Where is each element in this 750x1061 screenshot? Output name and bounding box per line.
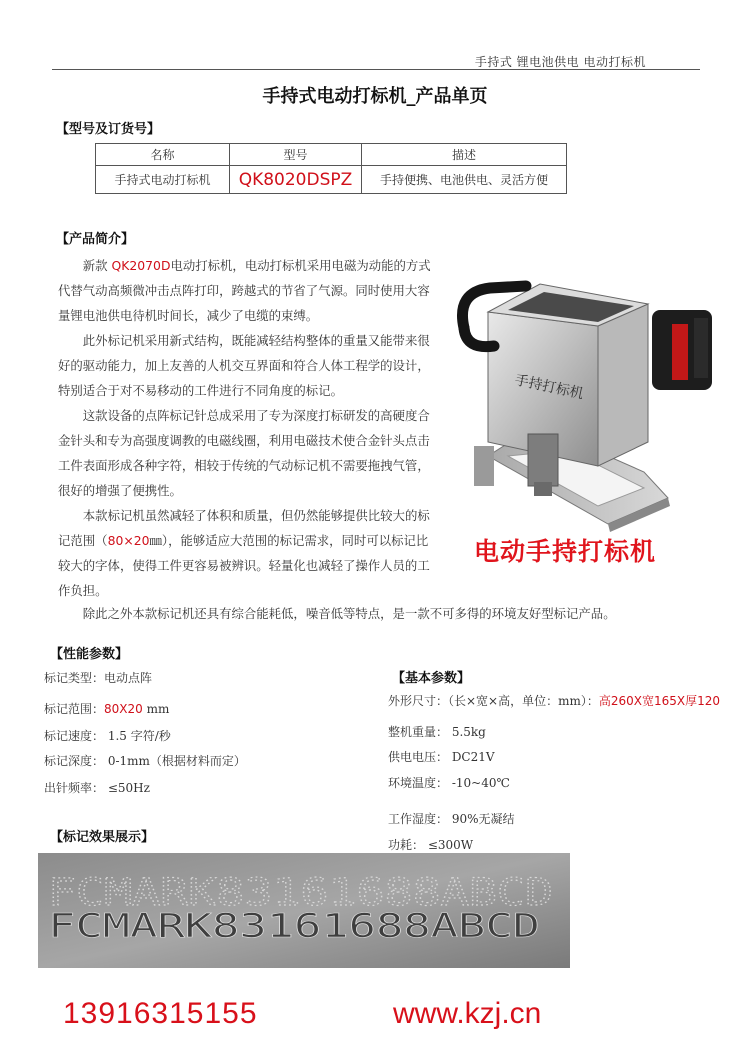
machine-body-label: 手持打标机 — [513, 372, 585, 403]
param-frequency: 出针频率： ≤50Hz — [44, 781, 150, 795]
order-table — [95, 143, 567, 194]
param-size-label: 外形尺寸：（长×宽×高，单位：mm）： — [388, 694, 599, 708]
intro-paragraph-5: 除此之外本款标记机还具有综合能耗低，噪音低等特点，是一款不可多得的环境友好型标记产品。 — [82, 606, 616, 621]
intro-paragraph-2: 此外标记机采用新式结构，既能减轻结构整体的重量又能带来很好的驱动能力，加上友善的人机交互界面和符合人体工程学的设计，特别适合于对不易移动的工件进行不同角度的标记。 — [58, 333, 430, 398]
param-type-label: 标记类型： — [44, 671, 105, 685]
param-power: 功耗： ≤300W — [388, 838, 474, 852]
intro-model-highlight: QK2070D — [111, 258, 171, 273]
marking-sample-photo — [38, 853, 570, 968]
param-range-unit: mm — [142, 702, 170, 716]
order-table-header-desc: 描述 — [362, 144, 567, 166]
param-weight: 整机重量： 5.5kg — [388, 725, 486, 739]
param-type — [44, 669, 152, 686]
order-table-header-row — [96, 144, 567, 166]
param-speed: 标记速度： 1.5 字符/秒 — [44, 729, 171, 743]
param-humidity: 工作湿度： 90%无凝结 — [388, 812, 515, 826]
param-range-value: 80X20 — [104, 702, 143, 716]
param-size-value: 高260X宽165X厚120 — [598, 694, 721, 708]
param-size — [388, 692, 720, 709]
intro-p1-rest: 电动打标机，电动打标机采用电磁为动能的方式代替气动高频微冲击点阵打印，跨越式的节省了气源。同时使用大容量锂电池供电待机时间长，减少了电缆的束缚。 — [58, 258, 431, 323]
intro-paragraph-1 — [58, 253, 432, 328]
param-temperature: 环境温度： -10~40℃ — [388, 776, 510, 790]
intro-text — [58, 253, 432, 603]
order-table-row — [96, 166, 567, 194]
param-depth: 标记深度： 0-1mm（根据材料而定） — [44, 754, 246, 768]
intro-p4-prefix: 本款标记机虽然减轻了体积和质量，但仍然能够提供比较大的标记范围（ — [58, 508, 430, 548]
param-voltage: 供电电压： DC21V — [388, 750, 495, 764]
param-type-value: 电动点阵 — [104, 671, 153, 685]
order-table-cell-name: 手持式电动打标机 — [96, 166, 230, 194]
section-heading-order: 【型号及订货号】 — [56, 122, 161, 137]
contact-website[interactable]: www.kzj.cn — [393, 997, 542, 1030]
intro-paragraph-4 — [58, 503, 432, 603]
intro-range-highlight: 80×20 — [107, 533, 150, 548]
intro-p4-rest: ，能够适应大范围的标记需求，同时可以标记比较大的字体，使得工件更容易被辨识。轻量化也减轻了操作人员的工作负担。 — [58, 533, 430, 598]
section-heading-performance: 【性能参数】 — [50, 647, 129, 662]
order-table-header-model: 型号 — [230, 144, 362, 166]
intro-paragraph-3: 这款设备的点阵标记针总成采用了专为深度打标研发的高硬度合金针头和专为高强度调教的电磁线圈，利用电磁技术使合金针头点击工件表面形成各种字符，相较于传统的气动标记机不需要拖拽气管，很好的增强了便携性。 — [58, 408, 430, 498]
order-table-header-name: 名称 — [96, 144, 230, 166]
intro-p4-unit: ㎜ — [149, 533, 162, 548]
order-table-cell-desc: 手持便携、电池供电、灵活方便 — [362, 166, 567, 194]
order-table-cell-model: QK8020DSPZ — [230, 166, 362, 194]
section-heading-basic: 【基本参数】 — [392, 671, 471, 686]
sample-line-1: FCMARK83161688ABCD — [48, 871, 553, 914]
sample-line-2: FCMARK83161688ABCD — [48, 906, 540, 945]
intro-p4-close: ） — [161, 533, 169, 548]
section-heading-effect: 【标记效果展示】 — [50, 830, 155, 845]
header-divider — [52, 69, 700, 70]
header-tagline: 手持式 锂电池供电 电动打标机 — [474, 55, 646, 69]
section-heading-intro: 【产品简介】 — [56, 232, 135, 247]
machine-photo — [448, 266, 724, 544]
param-range — [44, 700, 169, 717]
intro-p1-prefix: 新款 — [82, 258, 112, 273]
contact-phone: 13916315155 — [63, 997, 258, 1030]
param-range-label: 标记范围： — [44, 702, 105, 716]
machine-caption: 电动手持打标机 — [474, 537, 657, 566]
page-title: 手持式电动打标机_产品单页 — [262, 86, 488, 107]
